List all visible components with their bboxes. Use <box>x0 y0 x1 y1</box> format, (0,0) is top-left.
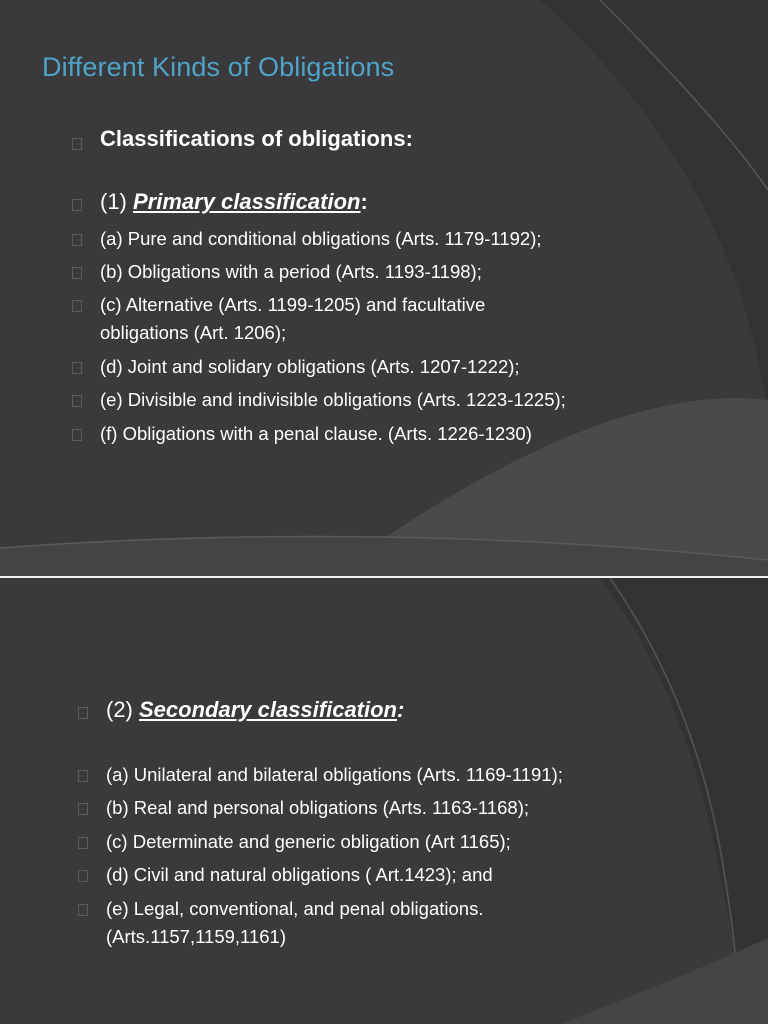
secondary-classification-heading <box>106 697 404 723</box>
bullet-icon <box>72 300 82 312</box>
list-item: (c) Alternative (Arts. 1199-1205) and facultative obligations (Art. 1206); <box>100 294 486 343</box>
primary-prefix: (1) <box>100 189 133 214</box>
bullet-icon <box>78 837 88 849</box>
primary-classification-heading <box>100 189 368 215</box>
classifications-heading: Classifications of obligations: <box>100 126 413 151</box>
list-item: (d) Joint and solidary obligations (Arts. 1207-1222); <box>100 356 520 377</box>
bullet-icon <box>78 870 88 882</box>
secondary-prefix: (2) <box>106 697 139 722</box>
list-item: (e) Divisible and indivisible obligations (Arts. 1223-1225); <box>100 389 566 410</box>
bullet-icon <box>72 199 82 211</box>
bullet-icon <box>72 429 82 441</box>
list-item: (d) Civil and natural obligations ( Art.1423); and <box>106 864 493 885</box>
primary-label: Primary classification <box>133 189 361 214</box>
secondary-label: Secondary classification <box>139 697 397 722</box>
primary-suffix: : <box>360 189 368 214</box>
bullet-icon <box>72 267 82 279</box>
bullet-icon <box>78 904 88 916</box>
list-item: (a) Pure and conditional obligations (Arts. 1179-1192); <box>100 228 542 249</box>
bullet-icon <box>72 362 82 374</box>
list-item: (b) Obligations with a period (Arts. 1193-1198); <box>100 261 482 282</box>
bullet-icon <box>72 234 82 246</box>
secondary-suffix: : <box>397 697 405 722</box>
list-item: (a) Unilateral and bilateral obligations (Arts. 1169-1191); <box>106 764 563 785</box>
list-item: (f) Obligations with a penal clause. (Arts. 1226-1230) <box>100 423 532 444</box>
slide-2 <box>0 578 768 1024</box>
bullet-icon <box>72 395 82 407</box>
list-item: (b) Real and personal obligations (Arts. 1163-1168); <box>106 797 529 818</box>
bullet-icon <box>78 770 88 782</box>
bullet-icon <box>78 707 88 719</box>
bullet-icon <box>78 803 88 815</box>
list-item: (e) Legal, conventional, and penal obligations. (Arts.1157,1159,1161) <box>106 898 484 947</box>
bullet-icon <box>72 138 82 150</box>
slide-title: Different Kinds of Obligations <box>42 52 395 82</box>
list-item: (c) Determinate and generic obligation (Art 1165); <box>106 831 511 852</box>
